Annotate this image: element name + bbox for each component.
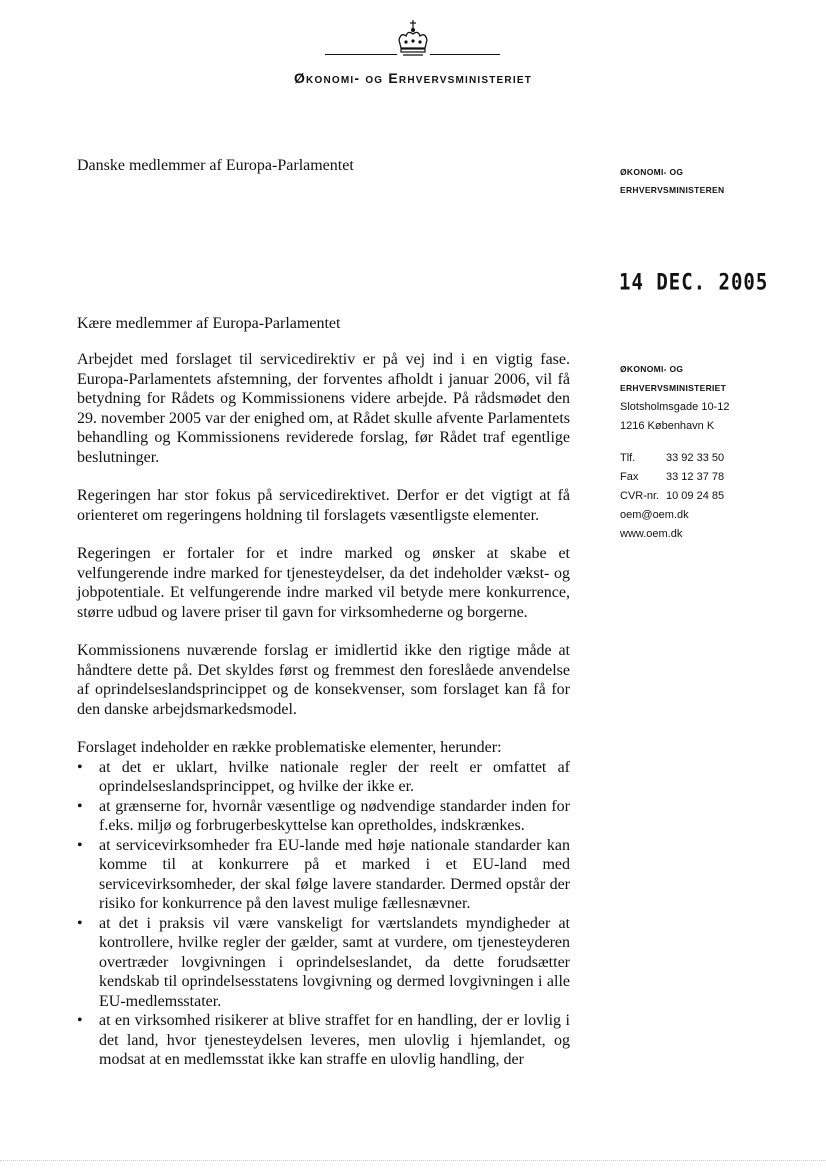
address-org-line1: ØKONOMI- OG <box>620 364 684 374</box>
bullet-icon: • <box>77 836 83 854</box>
list-item-text: at det er uklart, hvilke nationale regler der reelt er omfattet af oprindelseslandsprincippet, og hvilke der ikke er. <box>99 758 570 795</box>
list-item-text: at en virksomhed risikerer at blive straffet for en handling, der er lovlig i det land, hvor tjenesteydelsen leveres, men ulovlig i hjemlandet, og modsat at en medlemsstat ikke kan straffe en ulovlig handling, der <box>99 1012 570 1068</box>
letterhead-rule-right <box>430 54 500 55</box>
list-item-text: at servicevirksomheder fra EU-lande med høje nationale standarder kan komme til at konkurrere på et marked i et EU-land med servicevirksomheder, der skal følge lavere standarder. Dermed opstår der risiko for konkurrence på den lavest mulige fællesnævner. <box>99 836 570 912</box>
letter-body <box>77 350 570 1070</box>
bullet-icon: • <box>77 797 83 815</box>
phone-label: Tlf. <box>620 452 636 464</box>
cvr-number: 10 09 24 85 <box>666 490 725 502</box>
bullet-list <box>77 758 570 1070</box>
bullet-icon: • <box>77 758 83 776</box>
email: oem@oem.dk <box>620 509 689 521</box>
list-item <box>77 914 570 1012</box>
scan-edge <box>0 1160 826 1162</box>
sender-header <box>620 163 724 199</box>
paragraph: Kommissionens nuværende forslag er imidlertid ikke den rigtige måde at håndtere dette på. Det skyldes først og fremmest den foreslåede anvendelse af oprindelseslandsprincippet og de konsekvenser, som forslaget kan få for den danske arbejdsmarkedsmodel. <box>77 642 570 718</box>
recipient: Danske medlemmer af Europa-Parlamentet <box>77 157 354 174</box>
bullet-icon: • <box>77 914 83 932</box>
list-intro: Forslaget indeholder en række problematiske elementer, herunder: <box>77 739 502 756</box>
ministry-title: Økonomi- og Erhvervsministeriet <box>293 70 533 86</box>
salutation: Kære medlemmer af Europa-Parlamentet <box>77 315 341 332</box>
bullet-icon: • <box>77 1012 83 1029</box>
paragraph: Arbejdet med forslaget til servicedirektiv er på vej ind i en vigtig fase. Europa-Parlamentets afstemning, der forventes afholdt i januar 2006, vil få betydning for Rådets og Kommissionens videre arbejde. På rådsmødet den 29. november 2005 var der enighed om, at Rådet skulle afvente Parlamentets behandling og Kommissionens reviderede forslag, før Rådet traf egentlige beslutninger. <box>77 351 570 466</box>
cvr-row <box>620 487 729 506</box>
address-street: Slotsholmsgade 10-12 <box>620 401 730 413</box>
phone-number: 33 92 33 50 <box>666 452 725 464</box>
website: www.oem.dk <box>620 528 683 540</box>
list-item-text: at grænserne for, hvornår væsentlige og nødvendige standarder inden for f.eks. miljø og forbrugerbeskyttelse kan opretholdes, indskrænkes. <box>99 797 570 834</box>
list-item-text: at det i praksis vil være vanskeligt for værtslandets myndigheder at kontrollere, hvilke regler der gælder, samt at vurdere, om tjenesteyderen overtræder lovgivningen i oprindelseslandet, da dette forudsætter kendskab til oprindelsesstatens lovgivning og dermed lovgivningen i alle EU-medlemsstater. <box>99 914 570 1010</box>
list-item <box>77 836 570 914</box>
letterhead-rule-left <box>325 54 397 55</box>
fax-label: Fax <box>620 471 639 483</box>
phone-row <box>620 449 729 468</box>
paragraph: Regeringen er fortaler for et indre marked og ønsker at skabe et velfungerende indre marked for tjenesteydelser, da det indeholder vækst- og jobpotentiale. Et velfungerende indre marked vil betyde mere konkurrence, større udbud og lavere priser til gavn for virksomhederne og borgerne. <box>77 545 570 621</box>
list-item <box>77 797 570 836</box>
letterhead <box>0 0 826 100</box>
sender-header-line2: ERHVERVSMINISTEREN <box>620 185 725 195</box>
address-org-line2: ERHVERVSMINISTERIET <box>620 383 727 393</box>
fax-number: 33 12 37 78 <box>666 471 725 483</box>
crown-icon <box>395 18 431 58</box>
address-block <box>620 360 729 544</box>
sender-header-line1: ØKONOMI- OG <box>620 167 684 177</box>
paragraph: Regeringen har stor fokus på servicedirektivet. Derfor er det vigtigt at få orienteret om regeringens holdning til forslagets væsentligste elementer. <box>77 487 570 524</box>
cvr-label: CVR-nr. <box>620 490 660 502</box>
address-city: 1216 København K <box>620 420 715 432</box>
list-item <box>77 1011 570 1070</box>
fax-row <box>620 468 729 487</box>
list-item <box>77 758 570 797</box>
date-stamp: 14 DEC. 2005 <box>619 270 769 296</box>
